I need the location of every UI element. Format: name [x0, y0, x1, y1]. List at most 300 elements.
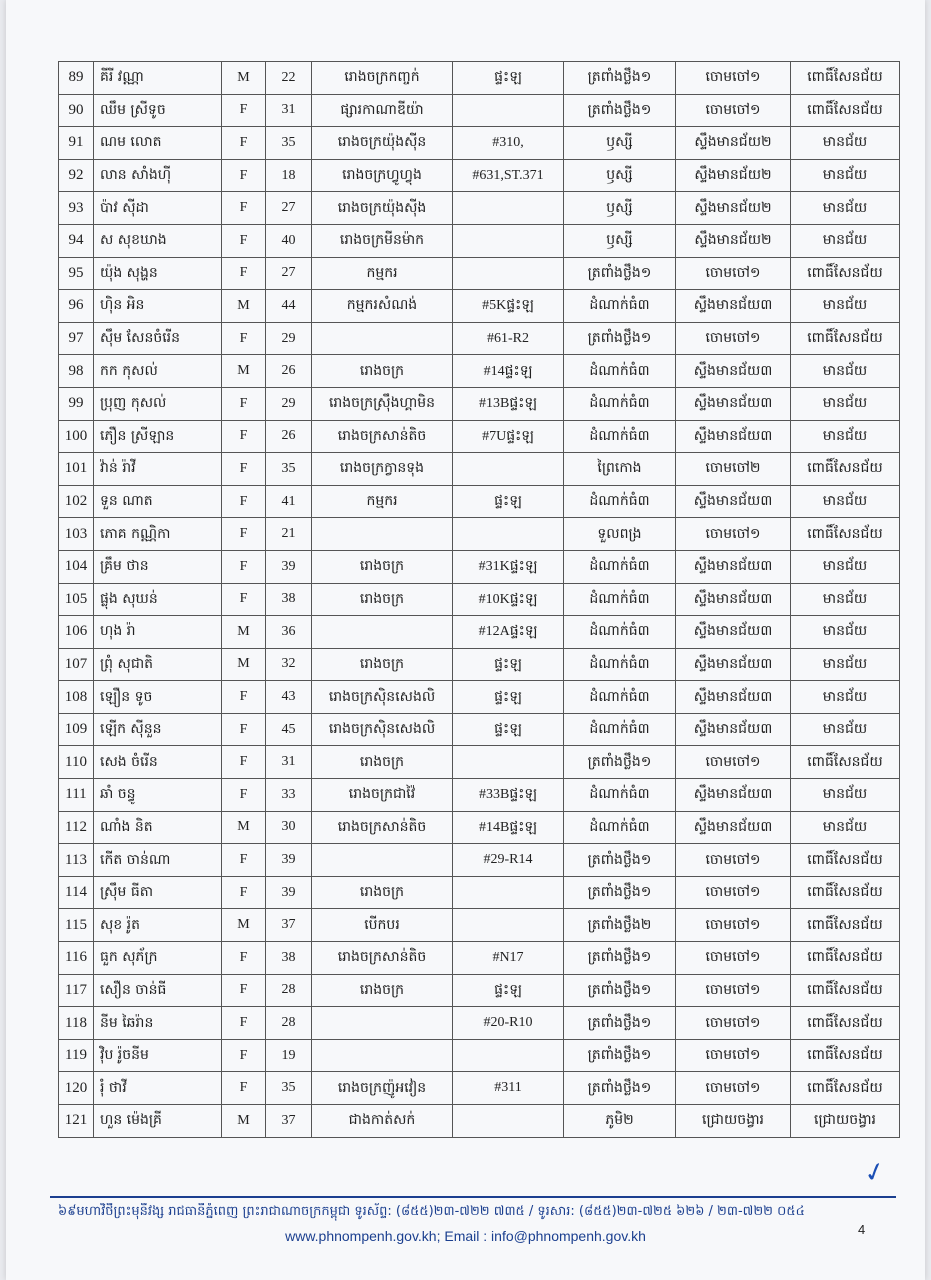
- house-address-cell: #7Uផ្ទះឡ: [453, 420, 564, 453]
- sex-cell: F: [222, 1007, 266, 1040]
- person-name-cell: កើត ចាន់ណា: [94, 844, 222, 877]
- commune-cell: ចោមចៅ១: [676, 942, 791, 975]
- table-row: [59, 322, 900, 355]
- row-number-cell: 91: [59, 127, 94, 160]
- occupation-cell: រោងចក្រសាន់តិច: [312, 811, 453, 844]
- row-number-cell: 119: [59, 1039, 94, 1072]
- commune-cell: ចោមចៅ១: [676, 746, 791, 779]
- table-row: [59, 648, 900, 681]
- sex-cell: F: [222, 974, 266, 1007]
- commune-cell: ស្ទឹងមានជ័យ២: [676, 192, 791, 225]
- table-row: [59, 1039, 900, 1072]
- occupation-cell: រោងចក្រសាន់តិច: [312, 420, 453, 453]
- district-cell: ពោធិ៍សែនជ័យ: [791, 1007, 900, 1040]
- sex-cell: F: [222, 1072, 266, 1105]
- district-cell: មានជ័យ: [791, 290, 900, 323]
- sex-cell: F: [222, 257, 266, 290]
- occupation-cell: [312, 1039, 453, 1072]
- person-name-cell: វ៉ាន់ រ៉ាវី: [94, 453, 222, 486]
- commune-cell: ស្ទឹងមានជ័យ៣: [676, 290, 791, 323]
- age-cell: 26: [266, 355, 312, 388]
- row-number-cell: 96: [59, 290, 94, 323]
- village-cell: ភូមិ២: [564, 1105, 676, 1138]
- person-name-cell: ព្រុំ សុជាតិ: [94, 648, 222, 681]
- commune-cell: ស្ទឹងមានជ័យ៣: [676, 713, 791, 746]
- district-cell: ពោធិ៍សែនជ័យ: [791, 1072, 900, 1105]
- village-cell: ឫស្សី: [564, 192, 676, 225]
- sex-cell: F: [222, 159, 266, 192]
- commune-cell: ស្ទឹងមានជ័យ៣: [676, 550, 791, 583]
- footer-divider: [50, 1196, 896, 1198]
- village-cell: ត្រពាំងថ្លឹង១: [564, 62, 676, 95]
- occupation-cell: [312, 616, 453, 649]
- house-address-cell: [453, 909, 564, 942]
- sex-cell: F: [222, 485, 266, 518]
- district-cell: មានជ័យ: [791, 192, 900, 225]
- age-cell: 35: [266, 127, 312, 160]
- village-cell: ត្រពាំងថ្លឹង១: [564, 876, 676, 909]
- commune-cell: ស្ទឹងមានជ័យ៣: [676, 811, 791, 844]
- occupation-cell: រោងចក្រ: [312, 583, 453, 616]
- person-name-cell: ឈឹម ស្រីទូច: [94, 94, 222, 127]
- age-cell: 21: [266, 518, 312, 551]
- occupation-cell: រោងចក្រមីនម៉ាក: [312, 224, 453, 257]
- footer-address: ៦៩មហាវិថីព្រះមុនីវង្ស រាជធានីភ្នំពេញ ព្រះរាជាណាចក្រកម្ពុជា ទូរស័ព្ទ: (៨៥៥)២៣-៧២២ ៧៣៥ / ទូរសារ: (៨៥៥)២៣-៧២៥ ៦២៦ / ២៣-៧២២ ០៥៤: [58, 1204, 805, 1219]
- commune-cell: ចោមចៅ១: [676, 518, 791, 551]
- table-row: [59, 1007, 900, 1040]
- document-page: [6, 0, 925, 1280]
- age-cell: 36: [266, 616, 312, 649]
- person-name-cell: ទួន ណាត: [94, 485, 222, 518]
- table-row: [59, 811, 900, 844]
- sex-cell: F: [222, 322, 266, 355]
- occupation-cell: រោងចក្រក្វានទុង: [312, 453, 453, 486]
- person-name-cell: នីម ឆៃរ៉ាន: [94, 1007, 222, 1040]
- district-cell: ពោធិ៍សែនជ័យ: [791, 62, 900, 95]
- commune-cell: ចោមចៅ១: [676, 94, 791, 127]
- age-cell: 28: [266, 974, 312, 1007]
- age-cell: 43: [266, 681, 312, 714]
- commune-cell: ជ្រោយចង្វារ: [676, 1105, 791, 1138]
- age-cell: 39: [266, 550, 312, 583]
- table-row: [59, 616, 900, 649]
- village-cell: ដំណាក់ធំ៣: [564, 616, 676, 649]
- person-name-cell: សេង ចំរើន: [94, 746, 222, 779]
- age-cell: 32: [266, 648, 312, 681]
- person-name-cell: ណាំង និត: [94, 811, 222, 844]
- row-number-cell: 93: [59, 192, 94, 225]
- commune-cell: ស្ទឹងមានជ័យ៣: [676, 387, 791, 420]
- house-address-cell: ផ្ទះឡ: [453, 681, 564, 714]
- occupation-cell: ផ្សារកាណាឌីយ៉ា: [312, 94, 453, 127]
- row-number-cell: 94: [59, 224, 94, 257]
- table-row: [59, 681, 900, 714]
- row-number-cell: 90: [59, 94, 94, 127]
- age-cell: 29: [266, 387, 312, 420]
- district-cell: ពោធិ៍សែនជ័យ: [791, 876, 900, 909]
- occupation-cell: រោងចក្រស៊ិនសេងលិ: [312, 681, 453, 714]
- person-name-cell: ស៊ឹម សែនចំរើន: [94, 322, 222, 355]
- table-row: [59, 583, 900, 616]
- person-name-cell: ភោគ កណ្ណិកា: [94, 518, 222, 551]
- age-cell: 45: [266, 713, 312, 746]
- age-cell: 38: [266, 942, 312, 975]
- page-number: 4: [858, 1222, 866, 1237]
- house-address-cell: #N17: [453, 942, 564, 975]
- sex-cell: M: [222, 616, 266, 649]
- commune-cell: ស្ទឹងមានជ័យ២: [676, 224, 791, 257]
- commune-cell: ស្ទឹងមានជ័យ៣: [676, 681, 791, 714]
- table-row: [59, 1105, 900, 1138]
- village-cell: ត្រពាំងថ្លឹង១: [564, 322, 676, 355]
- commune-cell: ស្ទឹងមានជ័យ៣: [676, 420, 791, 453]
- roster-body: [59, 62, 900, 1138]
- district-cell: ពោធិ៍សែនជ័យ: [791, 1039, 900, 1072]
- footer-web-email: www.phnompenh.gov.kh; Email : info@phnompenh.gov.kh: [285, 1228, 646, 1244]
- district-cell: មានជ័យ: [791, 583, 900, 616]
- village-cell: ត្រពាំងថ្លឹង១: [564, 94, 676, 127]
- age-cell: 37: [266, 909, 312, 942]
- commune-cell: ស្ទឹងមានជ័យ៣: [676, 648, 791, 681]
- row-number-cell: 92: [59, 159, 94, 192]
- person-name-cell: យ៉ុង សុង្ហន: [94, 257, 222, 290]
- person-name-cell: ប៉ាវ ស៊ីដា: [94, 192, 222, 225]
- house-address-cell: [453, 257, 564, 290]
- occupation-cell: ជាងកាត់សក់: [312, 1105, 453, 1138]
- row-number-cell: 100: [59, 420, 94, 453]
- house-address-cell: #5Kផ្ទះឡ: [453, 290, 564, 323]
- district-cell: មានជ័យ: [791, 648, 900, 681]
- house-address-cell: [453, 1039, 564, 1072]
- house-address-cell: [453, 192, 564, 225]
- person-name-cell: ហ៊ិន អិន: [94, 290, 222, 323]
- district-cell: ពោធិ៍សែនជ័យ: [791, 909, 900, 942]
- age-cell: 29: [266, 322, 312, 355]
- age-cell: 30: [266, 811, 312, 844]
- age-cell: 37: [266, 1105, 312, 1138]
- district-cell: មានជ័យ: [791, 159, 900, 192]
- sex-cell: M: [222, 909, 266, 942]
- commune-cell: ចោមចៅ១: [676, 909, 791, 942]
- table-row: [59, 746, 900, 779]
- person-name-cell: ឡើក ស៊ីនួន: [94, 713, 222, 746]
- age-cell: 38: [266, 583, 312, 616]
- person-name-cell: គីរី វណ្ណា: [94, 62, 222, 95]
- sex-cell: F: [222, 387, 266, 420]
- house-address-cell: ផ្ទះឡ: [453, 713, 564, 746]
- table-row: [59, 453, 900, 486]
- row-number-cell: 89: [59, 62, 94, 95]
- house-address-cell: #20-R10: [453, 1007, 564, 1040]
- commune-cell: ស្ទឹងមានជ័យ៣: [676, 583, 791, 616]
- house-address-cell: [453, 1105, 564, 1138]
- sex-cell: F: [222, 453, 266, 486]
- district-cell: មានជ័យ: [791, 224, 900, 257]
- age-cell: 28: [266, 1007, 312, 1040]
- commune-cell: ចោមចៅ១: [676, 876, 791, 909]
- row-number-cell: 109: [59, 713, 94, 746]
- age-cell: 44: [266, 290, 312, 323]
- commune-cell: ចោមចៅ១: [676, 844, 791, 877]
- house-address-cell: #13Bផ្ទះឡ: [453, 387, 564, 420]
- occupation-cell: រោងចក្រយ៉ុងស៊ីន: [312, 127, 453, 160]
- village-cell: ដំណាក់ធំ៣: [564, 485, 676, 518]
- commune-cell: ចោមចៅ១: [676, 974, 791, 1007]
- person-name-cell: សឿន ចាន់ធី: [94, 974, 222, 1007]
- row-number-cell: 103: [59, 518, 94, 551]
- commune-cell: ស្ទឹងមានជ័យ២: [676, 159, 791, 192]
- sex-cell: F: [222, 876, 266, 909]
- house-address-cell: [453, 453, 564, 486]
- sex-cell: F: [222, 192, 266, 225]
- occupation-cell: កម្មករ: [312, 485, 453, 518]
- person-name-cell: កក កុសល់: [94, 355, 222, 388]
- row-number-cell: 116: [59, 942, 94, 975]
- row-number-cell: 107: [59, 648, 94, 681]
- occupation-cell: [312, 322, 453, 355]
- person-name-cell: ហុង រ៉ា: [94, 616, 222, 649]
- table-row: [59, 974, 900, 1007]
- row-number-cell: 106: [59, 616, 94, 649]
- signature-mark: ✓: [860, 1155, 890, 1191]
- district-cell: មានជ័យ: [791, 811, 900, 844]
- age-cell: 18: [266, 159, 312, 192]
- commune-cell: ចោមចៅ១: [676, 1007, 791, 1040]
- table-row: [59, 1072, 900, 1105]
- occupation-cell: [312, 1007, 453, 1040]
- commune-cell: ចោមចៅ១: [676, 1039, 791, 1072]
- row-number-cell: 102: [59, 485, 94, 518]
- table-row: [59, 779, 900, 812]
- commune-cell: ចោមចៅ១: [676, 62, 791, 95]
- district-cell: ពោធិ៍សែនជ័យ: [791, 518, 900, 551]
- table-row: [59, 942, 900, 975]
- commune-cell: ចោមចៅ២: [676, 453, 791, 486]
- district-cell: មានជ័យ: [791, 550, 900, 583]
- table-row: [59, 550, 900, 583]
- commune-cell: ស្ទឹងមានជ័យ២: [676, 127, 791, 160]
- village-cell: ត្រពាំងថ្លឹង២: [564, 909, 676, 942]
- village-cell: ឫស្សី: [564, 159, 676, 192]
- village-cell: ដំណាក់ធំ៣: [564, 420, 676, 453]
- table-row: [59, 909, 900, 942]
- house-address-cell: #33Bផ្ទះឡ: [453, 779, 564, 812]
- sex-cell: M: [222, 811, 266, 844]
- table-row: [59, 844, 900, 877]
- sex-cell: F: [222, 550, 266, 583]
- village-cell: ត្រពាំងថ្លឹង១: [564, 974, 676, 1007]
- house-address-cell: [453, 746, 564, 779]
- table-row: [59, 876, 900, 909]
- age-cell: 27: [266, 192, 312, 225]
- house-address-cell: #29-R14: [453, 844, 564, 877]
- occupation-cell: រោងចក្រហ្វូហ្វុង: [312, 159, 453, 192]
- commune-cell: ចោមចៅ១: [676, 257, 791, 290]
- sex-cell: F: [222, 127, 266, 160]
- village-cell: ត្រពាំងថ្លឹង១: [564, 844, 676, 877]
- age-cell: 31: [266, 746, 312, 779]
- district-cell: ពោធិ៍សែនជ័យ: [791, 453, 900, 486]
- village-cell: ឫស្សី: [564, 224, 676, 257]
- house-address-cell: #12Aផ្ទះឡ: [453, 616, 564, 649]
- sex-cell: F: [222, 94, 266, 127]
- village-cell: ព្រៃកោង: [564, 453, 676, 486]
- row-number-cell: 97: [59, 322, 94, 355]
- row-number-cell: 101: [59, 453, 94, 486]
- table-row: [59, 420, 900, 453]
- person-name-cell: ភឿន ស្រីឡាន: [94, 420, 222, 453]
- occupation-cell: រោងចក្រ: [312, 648, 453, 681]
- table-row: [59, 224, 900, 257]
- table-row: [59, 290, 900, 323]
- person-name-cell: វ៉ិប រ៉ូចនីម: [94, 1039, 222, 1072]
- sex-cell: F: [222, 518, 266, 551]
- village-cell: ដំណាក់ធំ៣: [564, 681, 676, 714]
- village-cell: ត្រពាំងថ្លឹង១: [564, 746, 676, 779]
- village-cell: ដំណាក់ធំ៣: [564, 550, 676, 583]
- village-cell: ត្រពាំងថ្លឹង១: [564, 257, 676, 290]
- table-row: [59, 355, 900, 388]
- commune-cell: ស្ទឹងមានជ័យ៣: [676, 485, 791, 518]
- occupation-cell: រោងចក្រជាវ៉ៃ: [312, 779, 453, 812]
- occupation-cell: [312, 518, 453, 551]
- house-address-cell: [453, 224, 564, 257]
- village-cell: ដំណាក់ធំ៣: [564, 713, 676, 746]
- person-name-cell: ណម លោត: [94, 127, 222, 160]
- sex-cell: F: [222, 942, 266, 975]
- sex-cell: F: [222, 583, 266, 616]
- house-address-cell: ផ្ទះឡ: [453, 648, 564, 681]
- row-number-cell: 117: [59, 974, 94, 1007]
- row-number-cell: 112: [59, 811, 94, 844]
- person-name-cell: ឆាំ ចន្ធូ: [94, 779, 222, 812]
- village-cell: ទួលពង្រ: [564, 518, 676, 551]
- age-cell: 41: [266, 485, 312, 518]
- row-number-cell: 115: [59, 909, 94, 942]
- age-cell: 27: [266, 257, 312, 290]
- row-number-cell: 105: [59, 583, 94, 616]
- district-cell: ពោធិ៍សែនជ័យ: [791, 974, 900, 1007]
- sex-cell: M: [222, 62, 266, 95]
- table-row: [59, 257, 900, 290]
- village-cell: ត្រពាំងថ្លឹង១: [564, 1072, 676, 1105]
- village-cell: ដំណាក់ធំ៣: [564, 387, 676, 420]
- age-cell: 35: [266, 1072, 312, 1105]
- district-cell: មានជ័យ: [791, 420, 900, 453]
- house-address-cell: #10Kផ្ទះឡ: [453, 583, 564, 616]
- age-cell: 33: [266, 779, 312, 812]
- district-cell: មានជ័យ: [791, 485, 900, 518]
- table-row: [59, 713, 900, 746]
- sex-cell: M: [222, 355, 266, 388]
- occupation-cell: រោងចក្រស៊្រឹងហ្គាមិន: [312, 387, 453, 420]
- row-number-cell: 114: [59, 876, 94, 909]
- district-cell: ពោធិ៍សែនជ័យ: [791, 942, 900, 975]
- village-cell: ដំណាក់ធំ៣: [564, 290, 676, 323]
- row-number-cell: 111: [59, 779, 94, 812]
- village-cell: ដំណាក់ធំ៣: [564, 583, 676, 616]
- district-cell: ពោធិ៍សែនជ័យ: [791, 322, 900, 355]
- district-cell: ជ្រោយចង្វារ: [791, 1105, 900, 1138]
- person-name-cell: រុំ ថាវី: [94, 1072, 222, 1105]
- house-address-cell: ផ្ទះឡ: [453, 62, 564, 95]
- occupation-cell: [312, 844, 453, 877]
- sex-cell: F: [222, 779, 266, 812]
- house-address-cell: #311: [453, 1072, 564, 1105]
- house-address-cell: #631,ST.371: [453, 159, 564, 192]
- table-row: [59, 94, 900, 127]
- sex-cell: F: [222, 713, 266, 746]
- sex-cell: F: [222, 681, 266, 714]
- person-name-cell: ធួក សុភ័ក្រ: [94, 942, 222, 975]
- occupation-cell: រោងចក្រ: [312, 746, 453, 779]
- sex-cell: F: [222, 844, 266, 877]
- house-address-cell: #310,: [453, 127, 564, 160]
- person-name-cell: គ្រឹម ថាន: [94, 550, 222, 583]
- person-name-cell: ស សុខឃាង: [94, 224, 222, 257]
- house-address-cell: #61-R2: [453, 322, 564, 355]
- village-cell: ត្រពាំងថ្លឹង១: [564, 942, 676, 975]
- house-address-cell: [453, 94, 564, 127]
- commune-cell: ស្ទឹងមានជ័យ៣: [676, 355, 791, 388]
- table-row: [59, 192, 900, 225]
- age-cell: 31: [266, 94, 312, 127]
- occupation-cell: រោងចក្រ: [312, 974, 453, 1007]
- row-number-cell: 120: [59, 1072, 94, 1105]
- district-cell: ពោធិ៍សែនជ័យ: [791, 844, 900, 877]
- row-number-cell: 99: [59, 387, 94, 420]
- age-cell: 35: [266, 453, 312, 486]
- occupation-cell: បើកបរ: [312, 909, 453, 942]
- district-cell: មានជ័យ: [791, 681, 900, 714]
- sex-cell: F: [222, 746, 266, 779]
- village-cell: ដំណាក់ធំ៣: [564, 648, 676, 681]
- table-row: [59, 387, 900, 420]
- village-cell: ដំណាក់ធំ៣: [564, 811, 676, 844]
- sex-cell: M: [222, 290, 266, 323]
- sex-cell: F: [222, 1039, 266, 1072]
- district-cell: ពោធិ៍សែនជ័យ: [791, 94, 900, 127]
- district-cell: មានជ័យ: [791, 355, 900, 388]
- occupation-cell: រោងចក្រសាន់តិច: [312, 942, 453, 975]
- house-address-cell: ផ្ទះឡ: [453, 485, 564, 518]
- commune-cell: ស្ទឹងមានជ័យ៣: [676, 779, 791, 812]
- village-cell: ដំណាក់ធំ៣: [564, 355, 676, 388]
- occupation-cell: រោងចក្រ: [312, 355, 453, 388]
- row-number-cell: 98: [59, 355, 94, 388]
- person-name-cell: ហួន ម៉េងគ្រី: [94, 1105, 222, 1138]
- occupation-cell: រោងចក្រញ៉ូអវៀន: [312, 1072, 453, 1105]
- age-cell: 26: [266, 420, 312, 453]
- district-cell: មានជ័យ: [791, 387, 900, 420]
- district-cell: ពោធិ៍សែនជ័យ: [791, 257, 900, 290]
- table-row: [59, 62, 900, 95]
- occupation-cell: កម្មករសំណង់: [312, 290, 453, 323]
- person-name-cell: ឡឿន ទូច: [94, 681, 222, 714]
- district-cell: ពោធិ៍សែនជ័យ: [791, 746, 900, 779]
- house-address-cell: #31Kផ្ទះឡ: [453, 550, 564, 583]
- house-address-cell: #14Bផ្ទះឡ: [453, 811, 564, 844]
- sex-cell: F: [222, 420, 266, 453]
- occupation-cell: រោងចក្រកញ្ចក់: [312, 62, 453, 95]
- occupation-cell: រោងចក្រយ៉ុងស៊ីង: [312, 192, 453, 225]
- person-name-cell: ប្រុញ កុសល់: [94, 387, 222, 420]
- house-address-cell: ផ្ទះឡ: [453, 974, 564, 1007]
- row-number-cell: 95: [59, 257, 94, 290]
- table-row: [59, 518, 900, 551]
- row-number-cell: 121: [59, 1105, 94, 1138]
- occupation-cell: រោងចក្រ: [312, 876, 453, 909]
